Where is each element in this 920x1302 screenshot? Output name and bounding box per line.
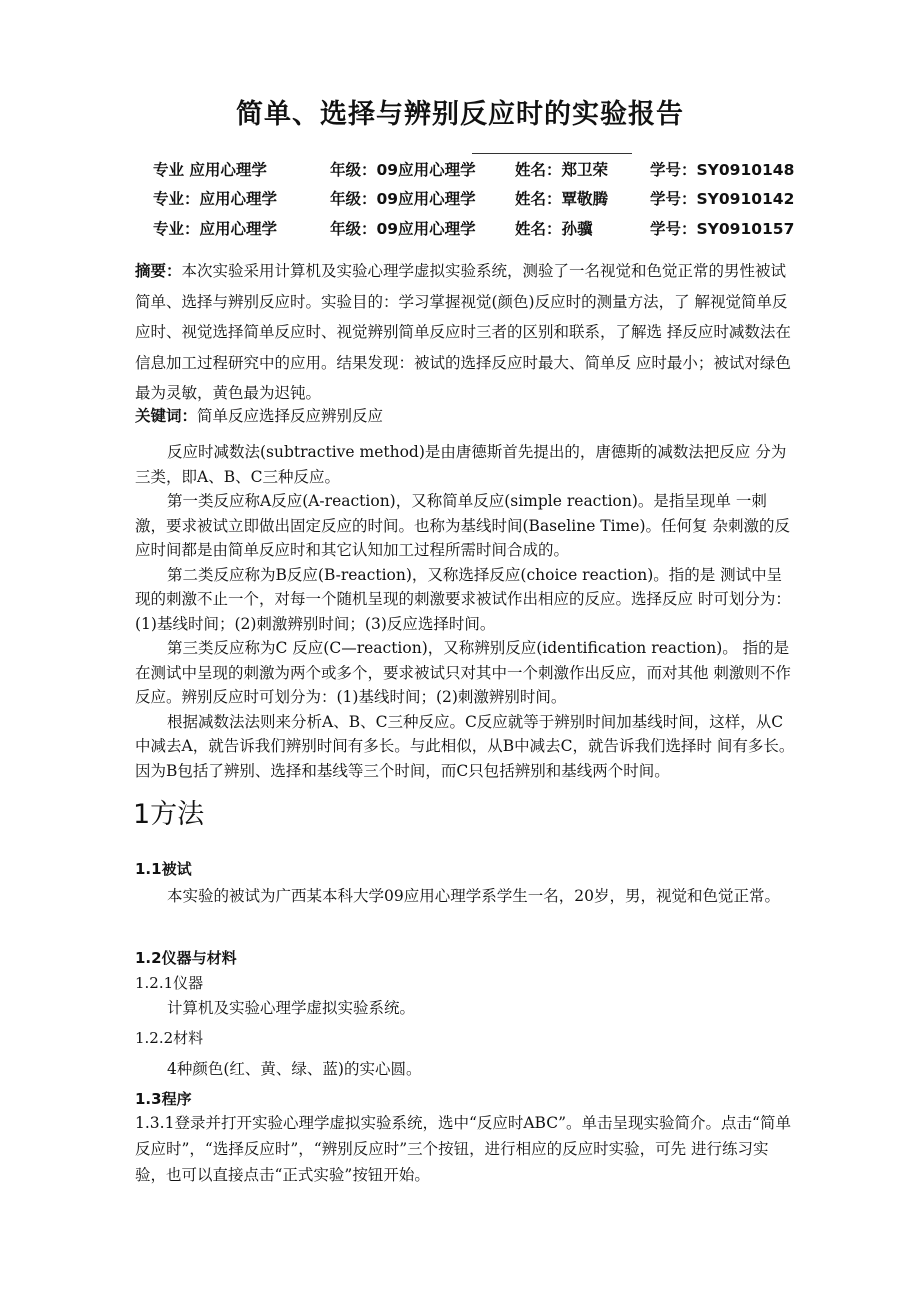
- author-id: 学号：SY0910142: [650, 190, 795, 208]
- author-id: 学号：SY0910148: [650, 161, 795, 179]
- name-underline: [472, 153, 632, 154]
- instrument-heading: 1.2.1仪器: [135, 974, 204, 992]
- material-text: 4种颜色(红、黄、绿、蓝)的实心圆。: [167, 1060, 422, 1078]
- intro-paragraph: 根据减数法法则来分析A、B、C三种反应。C反应就等于辨别时间加基线时间，这样，从C中减去A，就告诉我们辨别时间有多长。与此相似，从B中减去C，就告诉我们选择时 间有多长。因为B包括了辨别、选择和基线等三个时间，而C只包括辨别和基线两个时间。: [135, 712, 795, 780]
- author-row: [0, 217, 920, 241]
- abstract: [135, 256, 795, 409]
- author-major: 专业：应用心理学: [153, 190, 278, 208]
- author-name: 姓名：覃敬腾: [515, 190, 609, 208]
- author-row: [0, 158, 920, 182]
- author-grade: 年级：09应用心理学: [330, 190, 476, 208]
- author-row: [0, 187, 920, 211]
- intro-paragraph: 第一类反应称A反应(A-reaction)，又称简单反应(simple reaction)。是指呈现单 一刺激，要求被试立即做出固定反应的时间。也称为基线时间(Baseline Time)。任何复 杂刺激的反应时间都是由简单反应时和其它认知加工过程所需时间合成的。: [135, 492, 790, 559]
- abstract-text: 本次实验采用计算机及实验心理学虚拟实验系统，测验了一名视觉和色觉正常的男性被试简单、选择与辨别反应时。实验目的：学习掌握视觉(颜色)反应时的测量方法，了 解视觉简单反应时、视觉选择简单反应时、视觉辨别简单反应时三者的区别和联系，了解选 择反应时减数法在信息加工过程研究中的应用。结果发现：被试的选择反应时最大、简单反 应时最小；被试对绿色最为灵敏，黄色最为迟钝。: [135, 262, 791, 402]
- author-id: 学号：SY0910157: [650, 220, 795, 238]
- intro-paragraph: 第二类反应称为B反应(B-reaction)，又称选择反应(choice reaction)。指的是 测试中呈现的刺激不止一个，对每一个随机呈现的刺激要求被试作出相应的反应。选择反应 时可划分为：(1)基线时间；(2)刺激辨别时间；(3)反应选择时间。: [135, 565, 791, 633]
- page-title: 简单、选择与辨别反应时的实验报告: [236, 99, 684, 130]
- procedure-text: 1.3.1登录并打开实验心理学虚拟实验系统，选中“反应时ABC”。单击呈现实验简介。点击“简单反应时”，“选择反应时”，“辨别反应时”三个按钮，进行相应的反应时实验，可先 进行练习实验，也可以直接点击“正式实验”按钮开始。: [135, 1114, 791, 1184]
- apparatus-heading: 1.2仪器与材料: [135, 949, 237, 967]
- material-heading: 1.2.2材料: [135, 1029, 204, 1047]
- keywords: [135, 404, 383, 426]
- instrument-text: 计算机及实验心理学虚拟实验系统。: [167, 999, 416, 1017]
- subject-text: 本实验的被试为广西某本科大学09应用心理学系学生一名，20岁，男，视觉和色觉正常。: [167, 887, 780, 905]
- keywords-text: 简单反应选择反应辨别反应: [197, 407, 384, 425]
- author-grade: 年级：09应用心理学: [330, 161, 476, 179]
- intro-paragraph: 反应时减数法(subtractive method)是由唐德斯首先提出的，唐德斯的减数法把反应 分为三类，即A、B、C三种反应。: [135, 443, 787, 486]
- author-name: 姓名：郑卫荣: [515, 161, 609, 179]
- intro-section: [135, 440, 795, 783]
- method-heading: 1方法: [133, 799, 205, 830]
- author-grade: 年级：09应用心理学: [330, 220, 476, 238]
- subject-heading: 1.1被试: [135, 860, 192, 878]
- keywords-label: 关键词：: [135, 407, 198, 425]
- abstract-label: 摘要：: [135, 262, 182, 280]
- intro-paragraph: 第三类反应称为C 反应(C—reaction)，又称辨别反应(identification reaction)。 指的是在测试中呈现的刺激为两个或多个，要求被试只对其中一个刺激作出反应，而对其他 刺激则不作反应。辨别反应时可划分为：(1)基线时间；(2)刺激辨别时间。: [135, 639, 791, 706]
- procedure-heading: 1.3程序: [135, 1090, 192, 1108]
- author-name: 姓名：孙骥: [515, 220, 593, 238]
- author-major: 专业 应用心理学: [153, 161, 267, 179]
- author-major: 专业：应用心理学: [153, 220, 278, 238]
